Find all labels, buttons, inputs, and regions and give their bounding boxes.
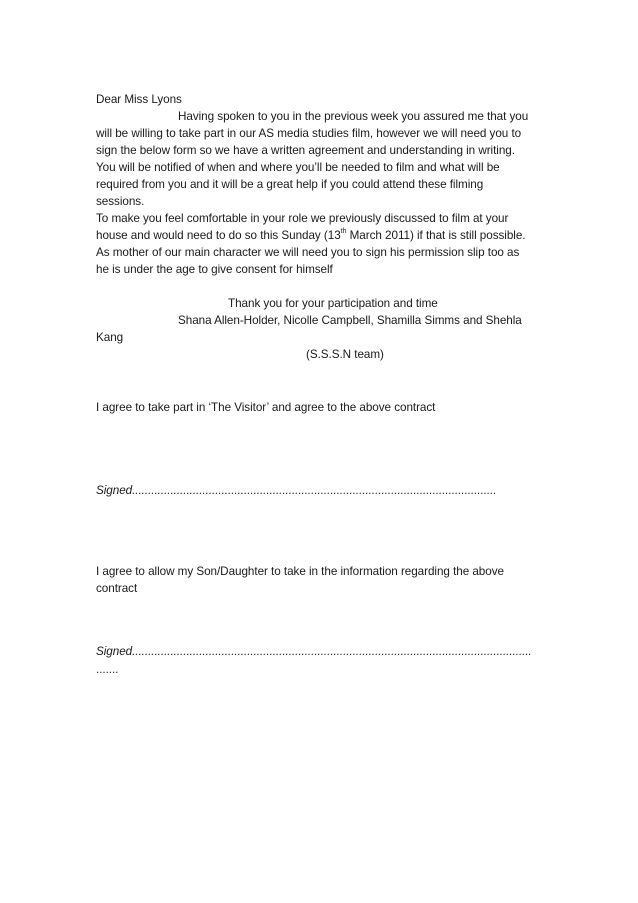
paragraph-line: he is under the age to give consent for himself [96,263,333,276]
parent-statement-line: I agree to allow my Son/Daughter to take in the information regarding the above [96,565,504,578]
parent-signature-line: Signed............................................................................................................................. [96,645,532,658]
ordinal-suffix: th [340,228,347,236]
paragraph-line: sessions. [96,195,145,208]
paragraph-line-with-date [96,227,526,244]
team-name: (S.S.S.N team) [306,348,384,361]
agreement-statement: I agree to take part in ‘The Visitor’ and agree to the above contract [96,401,436,414]
authors-line: Shana Allen-Holder, Nicolle Campbell, Shamilla Simms and Shehla [178,314,522,327]
signature-line: Signed.................................................................................................................. [96,484,497,497]
parent-signature-line-cont: ....... [96,663,119,676]
paragraph-line: will be willing to take part in our AS media studies film, however we will need you to [96,127,522,140]
paragraph-line: To make you feel comfortable in your role we previously discussed to film at your [96,212,509,225]
thanks-line: Thank you for your participation and time [228,297,438,310]
authors-line-cont: Kang [96,331,124,344]
paragraph-line: required from you and it will be a great help if you could attend these filming [96,178,484,191]
paragraph-line: As mother of our main character we will need you to sign his permission slip too as [96,246,520,259]
paragraph-line: Having spoken to you in the previous week you assured me that you [178,110,529,123]
salutation: Dear Miss Lyons [96,93,182,106]
date-text-post: March 2011) if that is still possible. [346,229,526,242]
paragraph-line: You will be notified of when and where you’ll be needed to film and what will be [96,161,500,174]
paragraph-line: sign the below form so we have a written agreement and understanding in writing. [96,144,515,157]
date-text-pre: house and would need to do so this Sunday (13 [96,229,341,242]
parent-statement-line: contract [96,582,138,595]
